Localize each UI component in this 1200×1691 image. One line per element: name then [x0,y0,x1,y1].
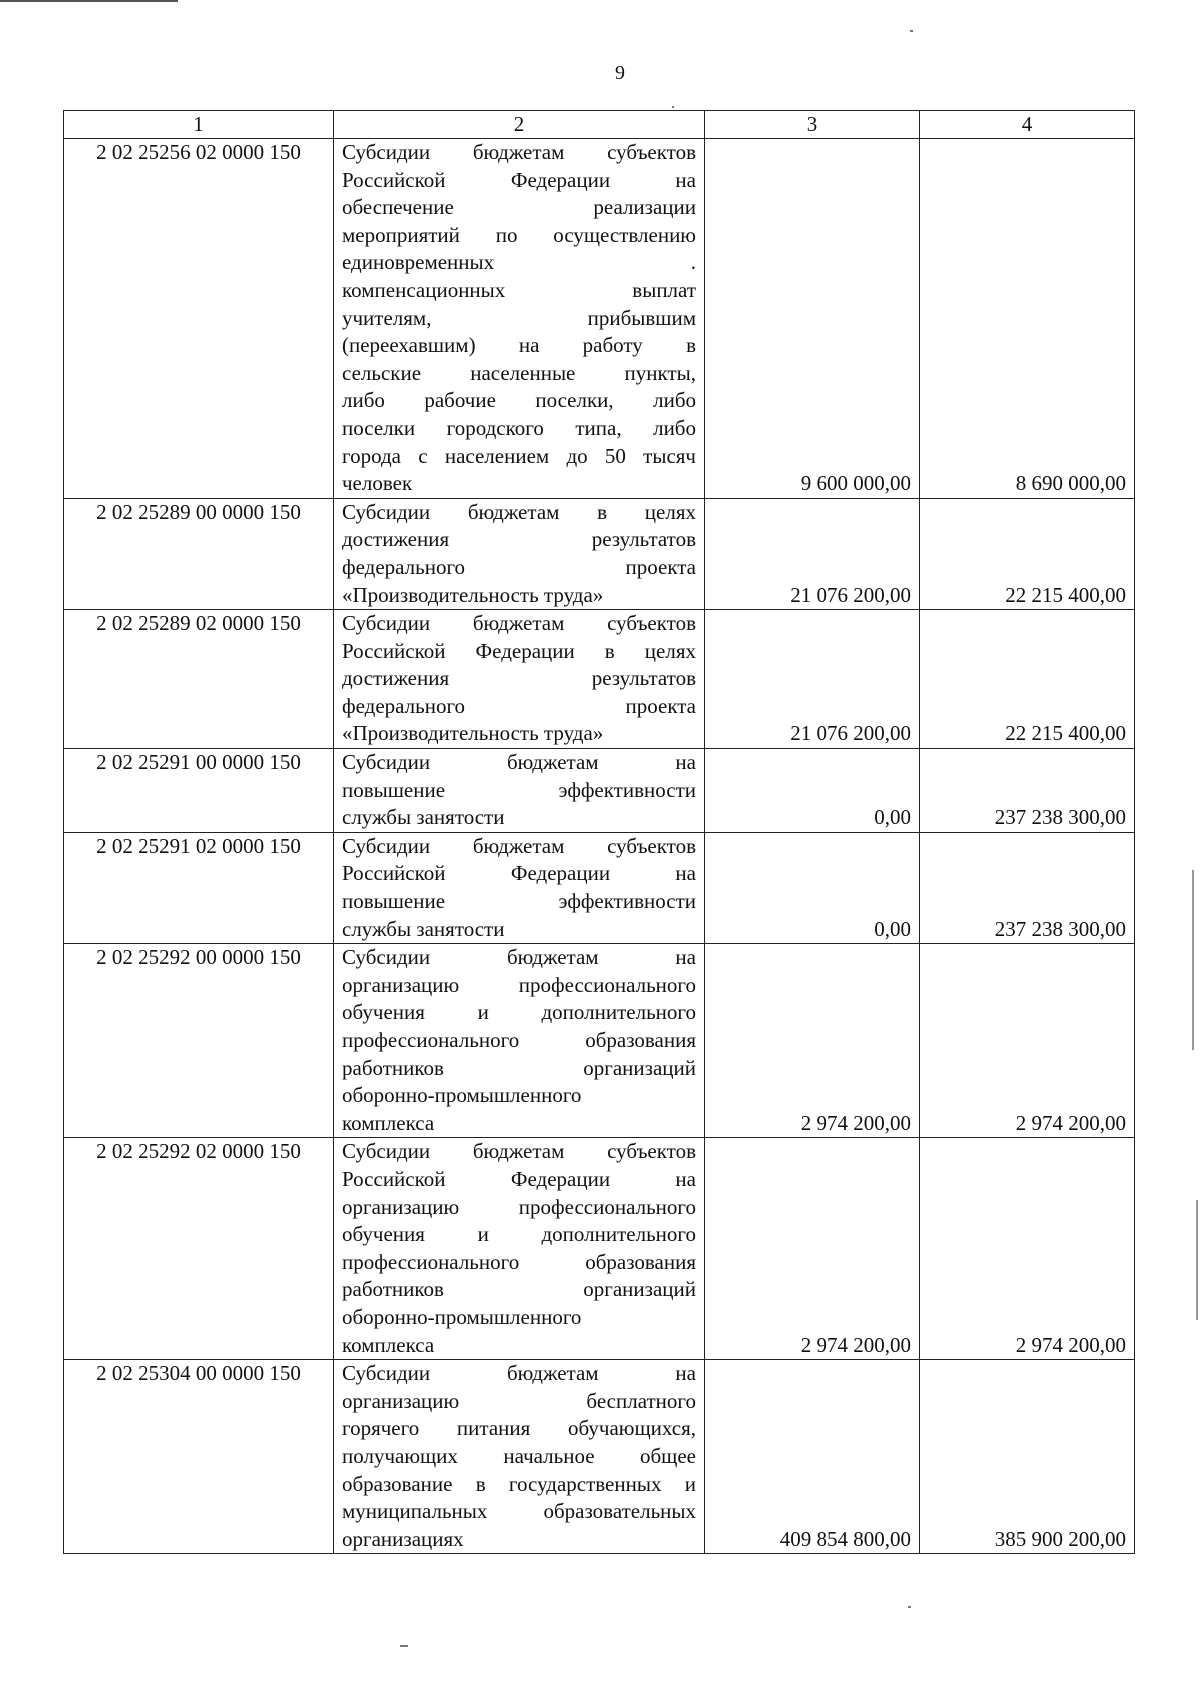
description-line: Субсидии бюджетам на [342,750,696,775]
description-line: образование в государственных и [342,1471,696,1496]
description-line: горячего питания обучающихся, [342,1416,696,1441]
amount-col4-cell: 237 238 300,00 [920,749,1135,833]
amount-col4-cell: 385 900 200,00 [920,1360,1135,1554]
description-line: работников организаций [342,1055,696,1080]
description-line: комплекса [342,1332,435,1357]
description-line: либо рабочие поселки, либо [342,388,696,413]
table-body [64,139,1135,1554]
description-line: Субсидии бюджетам субъектов [342,1139,696,1164]
description-line: службы занятости [342,805,505,830]
description-cell [334,832,705,943]
table-row [64,1138,1135,1360]
description-line: «Производительность труда» [342,582,604,607]
description-line: повышение эффективности [342,889,696,914]
description-line: федерального проекта [342,693,696,718]
description-line: достижения результатов [342,527,696,552]
description-cell [334,944,705,1138]
amount-col3-cell: 0,00 [705,832,920,943]
table-row [64,1360,1135,1554]
description-line: организацию профессионального [342,972,696,997]
scan-speck [908,1606,911,1608]
description-line: Субсидии бюджетам в целях [342,499,696,524]
description-cell [334,610,705,749]
budget-code-cell: 2 02 25292 02 0000 150 [64,1138,334,1360]
header-cell-4: 4 [920,111,1135,139]
header-row [64,111,1135,139]
description-line: повышение эффективности [342,777,696,802]
amount-col4-cell: 237 238 300,00 [920,832,1135,943]
description-line: обеспечение реализации [342,195,696,220]
description-line: (переехавшим) на работу в [342,333,696,358]
budget-code-cell: 2 02 25256 02 0000 150 [64,139,334,499]
table-row [64,944,1135,1138]
description-line: профессионального образования [342,1249,696,1274]
description-line: единовременных . [342,250,696,275]
description-line: сельские населенные пункты, [342,360,696,385]
amount-col4-cell: 22 215 400,00 [920,610,1135,749]
description-line: Российской Федерации на [342,1166,696,1191]
description-line: «Производительность труда» [342,721,604,746]
table-row [64,832,1135,943]
top-edge-rule [0,0,178,2]
description-line: работников организаций [342,1277,696,1302]
description-line: обучения и дополнительного [342,1222,696,1247]
budget-code-cell: 2 02 25289 00 0000 150 [64,498,334,609]
table-row [64,139,1135,499]
page-number: 9 [615,62,625,84]
description-line: комплекса [342,1110,435,1135]
amount-col3-cell: 409 854 800,00 [705,1360,920,1554]
description-line: города с населением до 50 тысяч [342,443,696,468]
description-line: службы занятости [342,916,505,941]
table-row [64,749,1135,833]
description-line: организацию бесплатного [342,1388,696,1413]
description-line: Субсидии бюджетам субъектов [342,611,696,636]
table-row [64,498,1135,609]
description-line: мероприятий по осуществлению [342,222,696,247]
header-cell-3: 3 [705,111,920,139]
description-line: муниципальных образовательных [342,1499,696,1524]
budget-code-cell: 2 02 25292 00 0000 150 [64,944,334,1138]
description-line: Субсидии бюджетам субъектов [342,833,696,858]
description-cell [334,1360,705,1554]
description-line: оборонно-промышленного [342,1083,582,1108]
description-line: Субсидии бюджетам на [342,945,696,970]
description-line: Субсидии бюджетам на [342,1361,696,1386]
description-line: получающих начальное общее [342,1443,696,1468]
description-line: учителям, прибывшим [342,305,696,330]
amount-col4-cell: 22 215 400,00 [920,498,1135,609]
amount-col3-cell: 2 974 200,00 [705,944,920,1138]
amount-col4-cell: 2 974 200,00 [920,1138,1135,1360]
amount-col4-cell: 8 690 000,00 [920,139,1135,499]
scan-speck [672,106,674,108]
header-cell-1: 1 [64,111,334,139]
budget-code-cell: 2 02 25291 02 0000 150 [64,832,334,943]
description-cell [334,139,705,499]
scan-speck [910,30,913,32]
description-line: Российской Федерации на [342,861,696,886]
description-line: компенсационных выплат [342,277,696,302]
header-cell-2: 2 [334,111,705,139]
scan-edge-mark [1192,870,1194,1050]
description-cell [334,498,705,609]
table-row [64,610,1135,749]
description-line: организациях [342,1526,464,1551]
budget-table [63,110,1135,1554]
description-line: поселки городского типа, либо [342,415,696,440]
description-line: достижения результатов [342,666,696,691]
amount-col3-cell: 9 600 000,00 [705,139,920,499]
description-line: федерального проекта [342,554,696,579]
amount-col4-cell: 2 974 200,00 [920,944,1135,1138]
budget-code-cell: 2 02 25304 00 0000 150 [64,1360,334,1554]
description-line: Российской Федерации на [342,167,696,192]
amount-col3-cell: 21 076 200,00 [705,610,920,749]
description-line: организацию профессионального [342,1194,696,1219]
description-line: оборонно-промышленного [342,1304,582,1329]
description-line: профессионального образования [342,1028,696,1052]
description-line: Субсидии бюджетам субъектов [342,140,696,164]
amount-col3-cell: 21 076 200,00 [705,498,920,609]
scan-speck [400,1645,408,1647]
budget-code-cell: 2 02 25291 00 0000 150 [64,749,334,833]
amount-col3-cell: 0,00 [705,749,920,833]
description-line: Российской Федерации в целях [342,638,696,663]
description-line: обучения и дополнительного [342,1000,696,1025]
amount-col3-cell: 2 974 200,00 [705,1138,920,1360]
scan-edge-mark [1196,1200,1198,1320]
budget-code-cell: 2 02 25289 02 0000 150 [64,610,334,749]
description-cell [334,749,705,833]
description-line: человек [342,471,413,496]
description-cell [334,1138,705,1360]
